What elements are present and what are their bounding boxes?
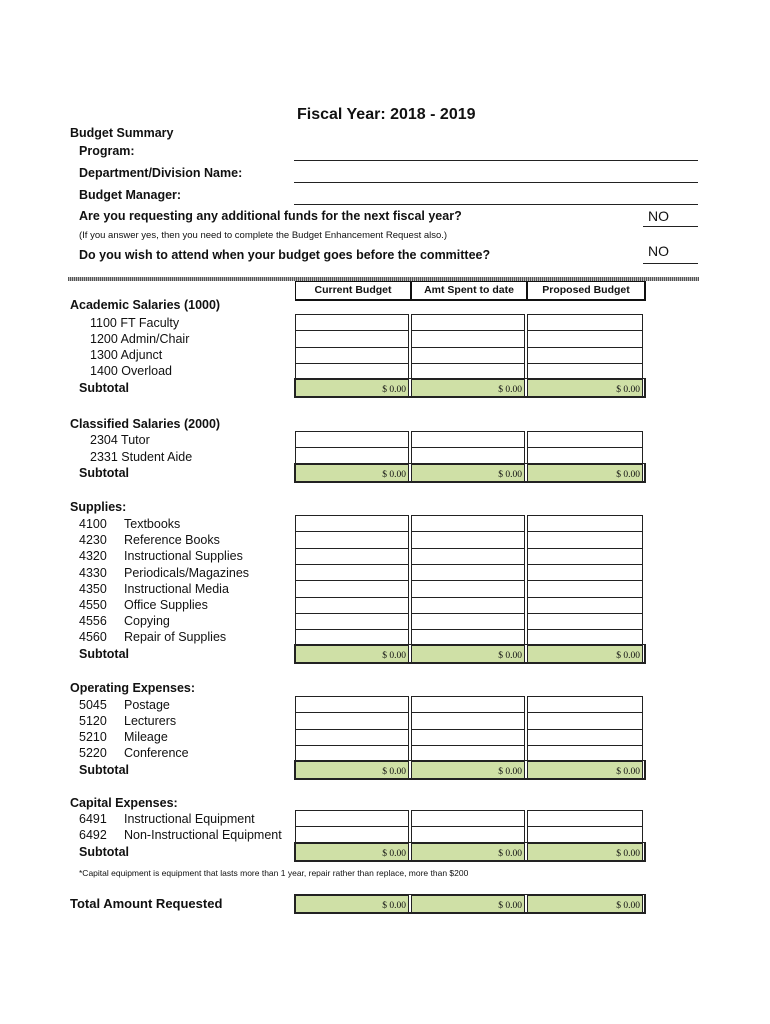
amount-input-cell[interactable] [295, 564, 409, 582]
amount-input-cell[interactable] [295, 314, 409, 332]
manager-label: Budget Manager: [79, 188, 182, 202]
section-title-academic: Academic Salaries (1000) [70, 298, 221, 312]
amount-input-cell[interactable] [411, 447, 525, 465]
program-label: Program: [79, 144, 135, 158]
subtotal-cell [411, 464, 525, 482]
line-item-code: 4320 [79, 549, 107, 563]
line-item-label: Lecturers [124, 714, 177, 728]
department-field[interactable] [294, 182, 698, 183]
line-item-code: 4100 [79, 517, 107, 531]
department-label: Department/Division Name: [79, 166, 243, 180]
line-item-label: Postage [124, 698, 170, 712]
section-title-supplies: Supplies: [70, 500, 127, 514]
budget-summary-heading: Budget Summary [70, 126, 174, 140]
subtotal-value: $ 0.00 [498, 651, 522, 662]
amount-input-cell[interactable] [527, 729, 643, 747]
program-field[interactable] [294, 160, 698, 161]
column-header-amt-spent: Amt Spent to date [411, 281, 528, 301]
subtotal-value: $ 0.00 [498, 385, 522, 396]
subtotal-value: $ 0.00 [382, 469, 406, 480]
amount-input-cell[interactable] [411, 580, 525, 598]
subtotal-label: Subtotal [79, 845, 129, 859]
capital-note: *Capital equipment is equipment that lasts more than 1 year, repair rather than replace, more than $200 [79, 868, 469, 878]
section-title-operating: Operating Expenses: [70, 681, 196, 695]
amount-input-cell[interactable] [295, 613, 409, 631]
amount-input-cell[interactable] [411, 696, 525, 714]
additional-funds-note: (If you answer yes, then you need to complete the Budget Enhancement Request also.) [79, 230, 448, 241]
section-title-classified: Classified Salaries (2000) [70, 417, 221, 431]
manager-field[interactable] [294, 204, 698, 205]
line-item-code: 5210 [79, 730, 107, 744]
line-item-code: 4230 [79, 533, 107, 547]
line-item-label: 2304 Tutor [90, 433, 150, 447]
amount-input-cell[interactable] [527, 745, 643, 763]
total-value: $ 0.00 [382, 901, 406, 911]
additional-funds-question: Are you requesting any additional funds for the next fiscal year? [79, 209, 462, 223]
line-item-code: 4560 [79, 630, 107, 644]
amount-input-cell[interactable] [527, 363, 643, 381]
line-item-label: Textbooks [124, 517, 181, 531]
amount-input-cell[interactable] [411, 314, 525, 332]
amount-input-cell[interactable] [295, 580, 409, 598]
amount-input-cell[interactable] [411, 564, 525, 582]
line-item-label: Office Supplies [124, 598, 208, 612]
line-item-label: 1200 Admin/Chair [90, 332, 190, 346]
line-item-label: Reference Books [124, 533, 220, 547]
amount-input-cell[interactable] [527, 330, 643, 348]
amount-input-cell[interactable] [411, 363, 525, 381]
additional-funds-answer-line [643, 226, 698, 227]
amount-input-cell[interactable] [527, 431, 643, 449]
amount-input-cell[interactable] [411, 745, 525, 763]
subtotal-value: $ 0.00 [382, 651, 406, 662]
line-item-label: Instructional Equipment [124, 812, 255, 826]
amount-input-cell[interactable] [527, 696, 643, 714]
subtotal-cell [411, 761, 525, 779]
subtotal-value: $ 0.00 [498, 848, 522, 859]
subtotal-label: Subtotal [79, 647, 129, 661]
amount-input-cell[interactable] [295, 447, 409, 465]
amount-input-cell[interactable] [411, 431, 525, 449]
line-item-code: 5120 [79, 714, 107, 728]
line-item-code: 4550 [79, 598, 107, 612]
line-item-label: 1300 Adjunct [90, 348, 163, 362]
subtotal-label: Subtotal [79, 466, 129, 480]
subtotal-label: Subtotal [79, 381, 129, 395]
amount-input-cell[interactable] [527, 314, 643, 332]
amount-input-cell[interactable] [411, 810, 525, 828]
amount-input-cell[interactable] [411, 597, 525, 615]
column-header-current-budget: Current Budget [295, 281, 412, 301]
attend-answer-line [643, 263, 698, 264]
line-item-label: Repair of Supplies [124, 630, 227, 644]
amount-input-cell[interactable] [295, 515, 409, 533]
subtotal-cell [527, 379, 643, 397]
amount-input-cell[interactable] [527, 564, 643, 582]
amount-input-cell[interactable] [527, 613, 643, 631]
amount-input-cell[interactable] [295, 347, 409, 365]
line-item-label: 2331 Student Aide [90, 450, 193, 464]
subtotal-value: $ 0.00 [616, 385, 640, 396]
total-label: Total Amount Requested [70, 896, 223, 911]
amount-input-cell[interactable] [295, 531, 409, 549]
line-item-code: 6491 [79, 812, 107, 826]
line-item-label: Copying [124, 614, 170, 628]
line-item-label: Mileage [124, 730, 168, 744]
amount-input-cell[interactable] [411, 629, 525, 647]
amount-input-cell[interactable] [411, 613, 525, 631]
amount-input-cell[interactable] [295, 330, 409, 348]
subtotal-cell [411, 379, 525, 397]
subtotal-cell [295, 464, 409, 482]
line-item-label: Non-Instructional Equipment [124, 828, 282, 842]
attend-question: Do you wish to attend when your budget goes before the committee? [79, 248, 491, 262]
total-cell [527, 895, 643, 913]
amount-input-cell[interactable] [411, 729, 525, 747]
line-item-code: 6492 [79, 828, 107, 842]
amount-input-cell[interactable] [295, 431, 409, 449]
subtotal-cell [527, 464, 643, 482]
amount-input-cell[interactable] [411, 347, 525, 365]
amount-input-cell[interactable] [527, 580, 643, 598]
amount-input-cell[interactable] [411, 515, 525, 533]
amount-input-cell[interactable] [527, 826, 643, 844]
subtotal-value: $ 0.00 [616, 469, 640, 480]
line-item-label: 1100 FT Faculty [90, 316, 180, 330]
line-item-code: 4350 [79, 582, 107, 596]
subtotal-cell [295, 645, 409, 663]
page-title: Fiscal Year: 2018 - 2019 [297, 106, 476, 123]
subtotal-value: $ 0.00 [498, 469, 522, 480]
column-header-proposed-budget: Proposed Budget [527, 281, 646, 301]
amount-input-cell[interactable] [527, 712, 643, 730]
subtotal-value: $ 0.00 [382, 848, 406, 859]
line-item-code: 4556 [79, 614, 107, 628]
amount-input-cell[interactable] [295, 729, 409, 747]
amount-input-cell[interactable] [527, 810, 643, 828]
section-title-capital: Capital Expenses: [70, 796, 178, 810]
subtotal-cell [527, 761, 643, 779]
amount-input-cell[interactable] [527, 629, 643, 647]
amount-input-cell[interactable] [295, 826, 409, 844]
subtotal-value: $ 0.00 [382, 385, 406, 396]
subtotal-cell [527, 843, 643, 861]
amount-input-cell[interactable] [411, 531, 525, 549]
line-item-label: Instructional Media [124, 582, 229, 596]
additional-funds-answer[interactable]: NO [648, 208, 669, 224]
subtotal-cell [527, 645, 643, 663]
amount-input-cell[interactable] [295, 597, 409, 615]
subtotal-value: $ 0.00 [616, 848, 640, 859]
amount-input-cell[interactable] [527, 548, 643, 566]
total-value: $ 0.00 [498, 901, 522, 911]
line-item-code: 4330 [79, 566, 107, 580]
amount-input-cell[interactable] [295, 629, 409, 647]
amount-input-cell[interactable] [295, 548, 409, 566]
total-cell [295, 895, 409, 913]
subtotal-cell [295, 761, 409, 779]
amount-input-cell[interactable] [295, 696, 409, 714]
amount-input-cell[interactable] [295, 810, 409, 828]
total-value: $ 0.00 [616, 901, 640, 911]
subtotal-value: $ 0.00 [616, 651, 640, 662]
line-item-code: 5045 [79, 698, 107, 712]
amount-input-cell[interactable] [527, 515, 643, 533]
amount-input-cell[interactable] [411, 330, 525, 348]
amount-input-cell[interactable] [411, 826, 525, 844]
attend-answer[interactable]: NO [648, 243, 669, 259]
amount-input-cell[interactable] [527, 531, 643, 549]
subtotal-cell [411, 843, 525, 861]
amount-input-cell[interactable] [527, 447, 643, 465]
amount-input-cell[interactable] [527, 347, 643, 365]
amount-input-cell[interactable] [411, 548, 525, 566]
subtotal-cell [411, 645, 525, 663]
line-item-label: 1400 Overload [90, 364, 173, 378]
subtotal-value: $ 0.00 [498, 767, 522, 778]
subtotal-value: $ 0.00 [616, 767, 640, 778]
amount-input-cell[interactable] [527, 597, 643, 615]
subtotal-value: $ 0.00 [382, 767, 406, 778]
line-item-label: Instructional Supplies [124, 549, 243, 563]
amount-input-cell[interactable] [295, 363, 409, 381]
subtotal-label: Subtotal [79, 763, 129, 777]
line-item-code: 5220 [79, 746, 107, 760]
line-item-label: Periodicals/Magazines [124, 566, 250, 580]
subtotal-cell [295, 843, 409, 861]
total-cell [411, 895, 525, 913]
amount-input-cell[interactable] [295, 745, 409, 763]
subtotal-cell [295, 379, 409, 397]
line-item-label: Conference [124, 746, 189, 760]
amount-input-cell[interactable] [295, 712, 409, 730]
amount-input-cell[interactable] [411, 712, 525, 730]
